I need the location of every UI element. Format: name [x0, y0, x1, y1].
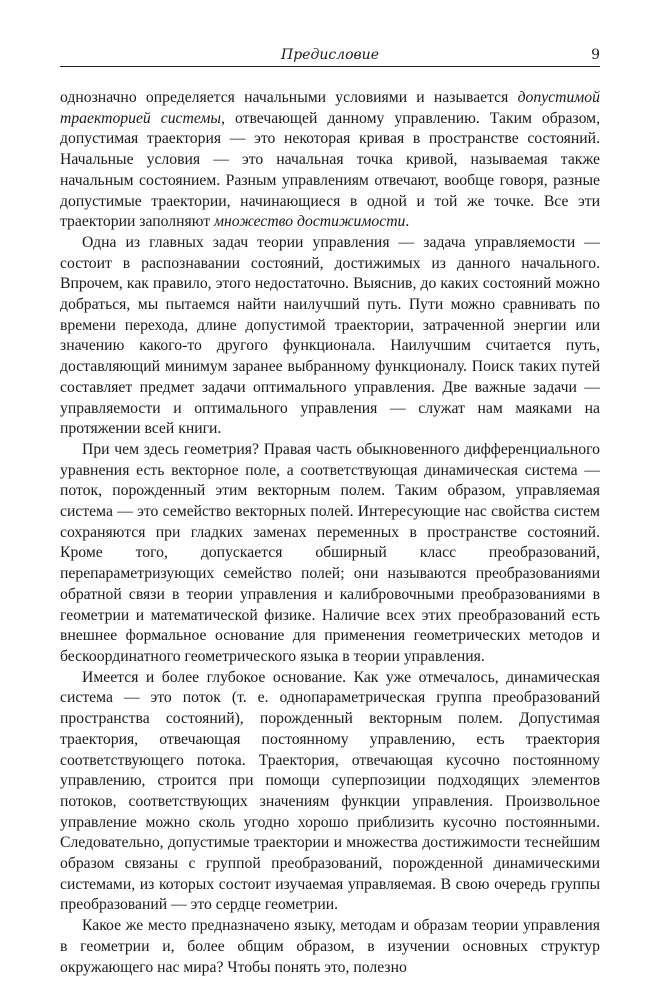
- body-text: [60, 88, 600, 978]
- paragraph-4: [60, 668, 600, 916]
- page-number: 9: [591, 47, 600, 63]
- text-segment: .: [405, 213, 410, 231]
- paragraph-1: [60, 88, 600, 233]
- text-segment: Какое же место предназначено языку, методам и образам теории управления в геометрии и, более общим образом, в изучении основных структур окружающего нас мира? Чтобы понять это, полезно: [60, 917, 600, 976]
- paragraph-3: [60, 440, 600, 668]
- running-head: Предисловие: [281, 47, 379, 63]
- text-segment: однозначно определяется начальными условиями и называется: [60, 89, 518, 106]
- text-segment: , отвечающей данному управлению. Таким образом, допустимая траектория — это некоторая кривая в пространстве состояний. Начальные условия — это начальная точка кривой, называемая также начальным состоянием. Разным управлениям отвечают, вообще говоря, разные допустимые траектории, начинающиеся в одной и той же точке. Все эти траектории заполняют: [60, 109, 600, 231]
- text-segment: Одна из главных задач теории управления — задача управляемости — состоит в распознавании состояний, достижимых из данного начального. Впрочем, как правило, этого недостаточно. Выяснив, до каких состояний можно добраться, мы пытаемся найти наилучший путь. Пути можно сравнивать по времени перехода, длине допустимой траектории, затраченной энергии или значению какого-то другого функционала. Наилучшим считается путь, доставляющий минимум заранее выбранному функционалу. Поиск таких путей составляет предмет задачи оптимального управления. Две важные задачи — управляемости и оптимального управления — служат нам маяками на протяжении всей книги.: [60, 233, 600, 438]
- paragraph-2: [60, 233, 600, 440]
- text-segment: Имеется и более глубокое основание. Как уже отмечалось, динамическая система — это поток (т. е. однопараметрическая группа преобразований пространства состояний), порожденный векторным полем. Допустимая траектория, отвечающая постоянному управлению, есть траектория соответствующего потока. Траектория, отвечающая кусочно постоянному управлению, строится при помощи суперпозиции подходящих элементов потоков, соответствующих значениям функции управления. Произвольное управление можно сколь угодно хорошо приблизить кусочно постоянными. Следовательно, допустимые траектории и множества достижимости теснейшим образом связаны с группой преобразований, порожденной динамическими системами, из которых состоит изучаемая управляемая. В свою очередь группы преобразований — это сердце геометрии.: [60, 668, 600, 914]
- text-segment: При чем здесь геометрия? Правая часть обыкновенного дифференциального уравнения есть векторное поле, а соответствующая динамическая система — поток, порожденный этим векторным полем. Таким образом, управляемая система — это семейство векторных полей. Интересующие нас свойства систем сохраняются при гладких заменах переменных в пространстве состояний. Кроме того, допускается обширный класс преобразований, перепараметризующих семейство полей; они называются преобразованиями обратной связи в теории управления и калибровочными преобразованиями в геометрии и математической физике. Наличие всех этих преобразований есть внешнее формальное основание для применения геометрических методов и бескоординатного геометрического языка в теории управления.: [60, 440, 600, 665]
- term-reachable-set: множество достижимости: [214, 213, 406, 231]
- term-admissible-trajectory: допустимой траекторией системы: [60, 89, 600, 127]
- page-header: [60, 44, 600, 67]
- paragraph-5: [60, 916, 600, 978]
